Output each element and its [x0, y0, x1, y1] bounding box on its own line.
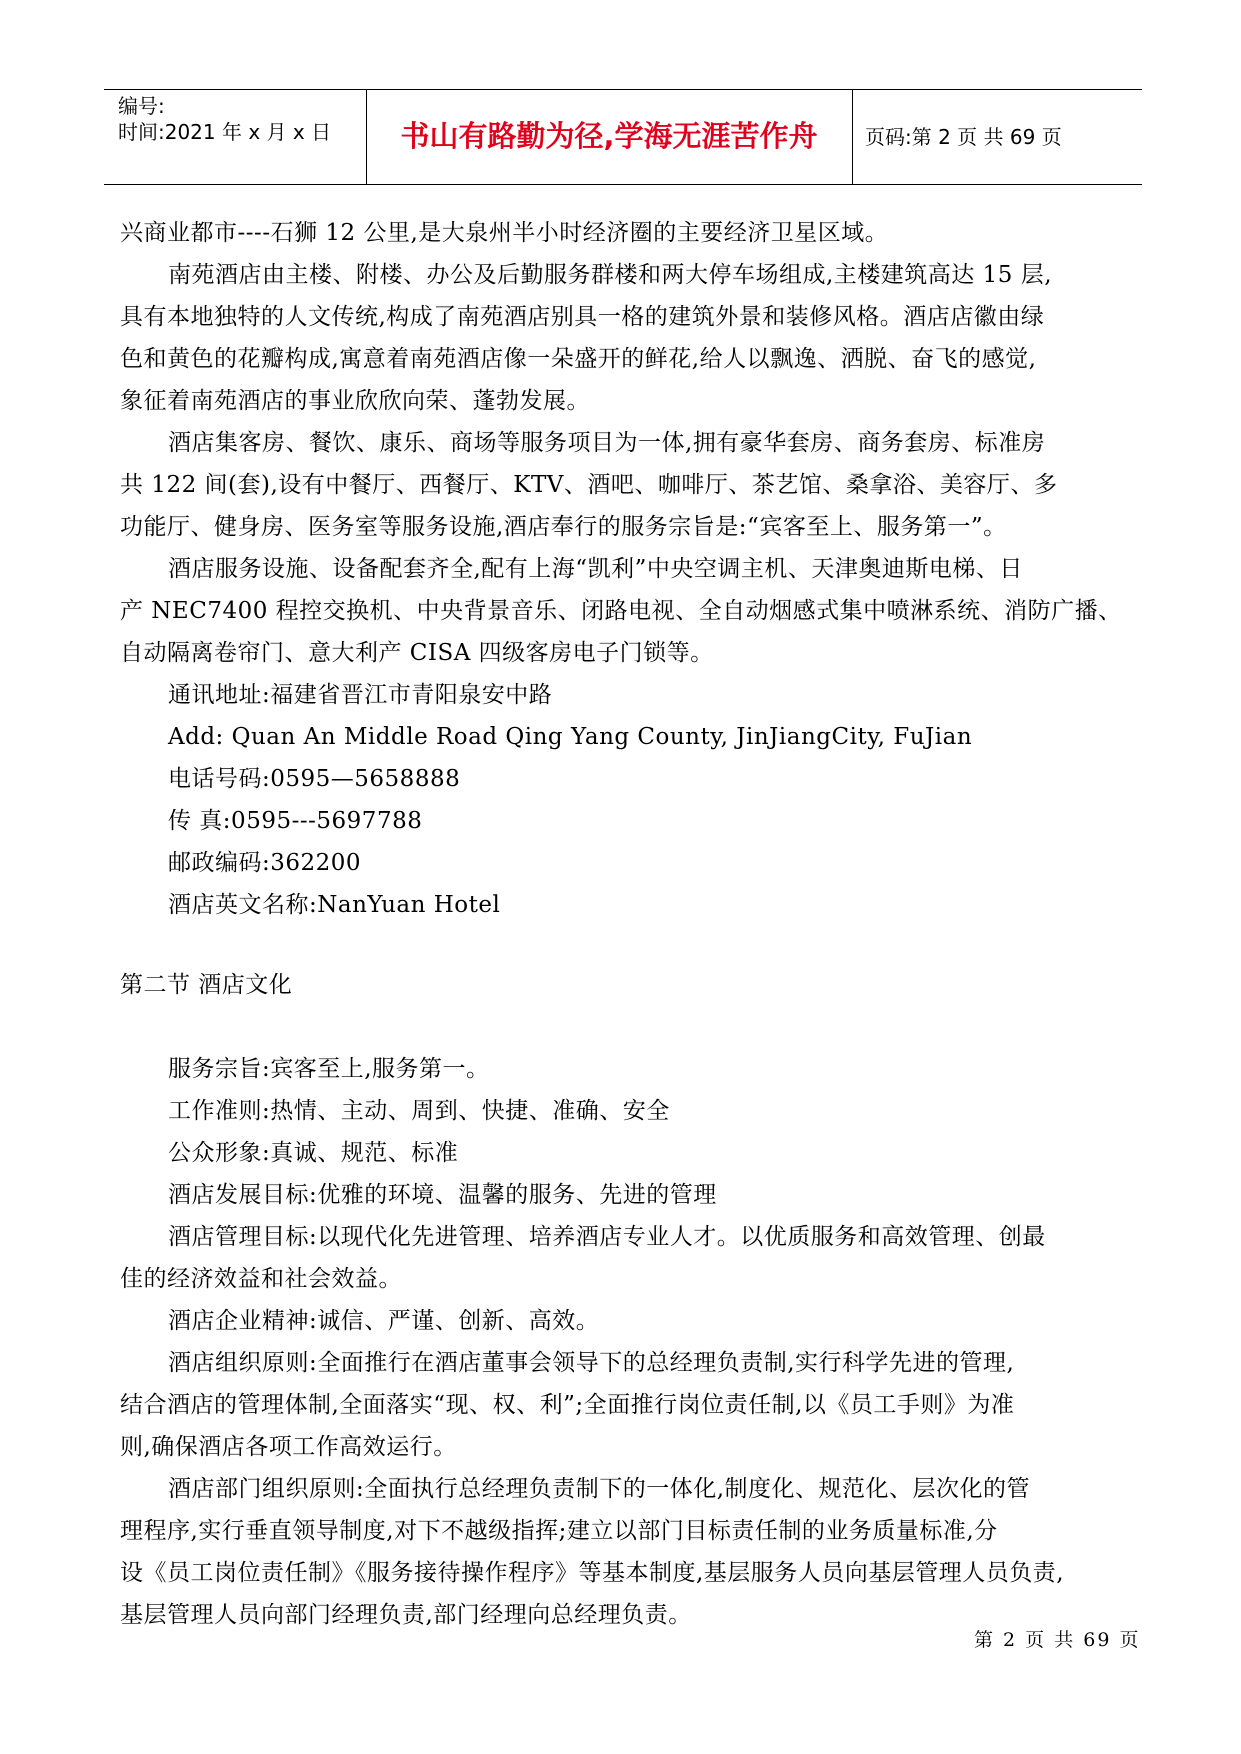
body-line: 结合酒店的管理体制,全面落实“现、权、利”;全面推行岗位责任制,以《员工手则》为准 [120, 1392, 1015, 1418]
header-page-number: 页码:第 2 页 共 69 页 [865, 125, 1062, 149]
header-left-cell [104, 90, 367, 184]
culture-item: 酒店部门组织原则:全面执行总经理负责制下的一体化,制度化、规范化、层次化的管 [168, 1476, 1031, 1502]
document-header [104, 89, 1142, 185]
culture-item: 酒店管理目标:以现代化先进管理、培养酒店专业人才。以优质服务和高效管理、创最 [168, 1224, 1046, 1250]
body-line: 理程序,实行垂直领导制度,对下不越级指挥;建立以部门目标责任制的业务质量标准,分 [120, 1518, 998, 1544]
hotel-english-name: 酒店英文名称:NanYuan Hotel [168, 892, 501, 918]
section-heading: 第二节 酒店文化 [120, 972, 293, 998]
culture-item: 酒店组织原则:全面推行在酒店董事会领导下的总经理负责制,实行科学先进的管理, [168, 1350, 1015, 1376]
body-line: 基层管理人员向部门经理负责,部门经理向总经理负责。 [120, 1602, 692, 1628]
body-line: 设《员工岗位责任制》《服务接待操作程序》等基本制度,基层服务人员向基层管理人员负责, [120, 1560, 1065, 1586]
footer-page-number: 第 2 页 共 69 页 [974, 1629, 1141, 1651]
contact-address: 通讯地址:福建省晋江市青阳泉安中路 [168, 682, 553, 708]
body-line: 自动隔离卷帘门、意大利产 CISA 四级客房电子门锁等。 [120, 640, 714, 666]
header-right-cell [853, 90, 1142, 184]
body-line: 色和黄色的花瓣构成,寓意着南苑酒店像一朵盛开的鲜花,给人以飘逸、洒脱、奋飞的感觉, [120, 346, 1037, 372]
body-line: 酒店服务设施、设备配套齐全,配有上海“凯利”中央空调主机、天津奥迪斯电梯、日 [168, 556, 1023, 582]
culture-item: 酒店企业精神:诚信、严谨、创新、高效。 [168, 1308, 600, 1334]
body-line: 共 122 间(套),设有中餐厅、西餐厅、KTV、酒吧、咖啡厅、茶艺馆、桑拿浴、美容厅、多 [120, 472, 1058, 498]
body-line: 产 NEC7400 程控交换机、中央背景音乐、闭路电视、全自动烟感式集中喷淋系统、消防广播、 [120, 598, 1122, 624]
culture-item: 服务宗旨:宾客至上,服务第一。 [168, 1056, 490, 1082]
culture-item: 公众形象:真诚、规范、标准 [168, 1140, 459, 1166]
body-line: 功能厅、健身房、医务室等服务设施,酒店奉行的服务宗旨是:“宾客至上、服务第一”。 [120, 514, 1007, 540]
body-line: 象征着南苑酒店的事业欣欣向荣、蓬勃发展。 [120, 388, 590, 414]
contact-postcode: 邮政编码:362200 [168, 850, 362, 876]
body-line: 则,确保酒店各项工作高效运行。 [120, 1434, 457, 1460]
header-motto: 书山有路勤为径,学海无涯苦作舟 [400, 119, 818, 153]
document-number-label: 编号: [118, 94, 165, 118]
contact-fax: 传 真:0595---5697788 [168, 808, 423, 834]
body-line: 南苑酒店由主楼、附楼、办公及后勤服务群楼和两大停车场组成,主楼建筑高达 15 层, [168, 262, 1053, 288]
body-line: 酒店集客房、餐饮、康乐、商场等服务项目为一体,拥有豪华套房、商务套房、标准房 [168, 430, 1046, 456]
body-line: 兴商业都市----石狮 12 公里,是大泉州半小时经济圈的主要经济卫星区域。 [120, 220, 889, 246]
contact-address-english: Add: Quan An Middle Road Qing Yang County, JinJiangCity, FuJian [168, 724, 973, 750]
body-line: 佳的经济效益和社会效益。 [120, 1266, 402, 1292]
culture-item: 酒店发展目标:优雅的环境、温馨的服务、先进的管理 [168, 1182, 717, 1208]
contact-phone: 电话号码:0595—5658888 [168, 766, 461, 792]
culture-item: 工作准则:热情、主动、周到、快捷、准确、安全 [168, 1098, 670, 1124]
body-line: 具有本地独特的人文传统,构成了南苑酒店别具一格的建筑外景和装修风格。酒店店徽由绿 [120, 304, 1045, 330]
header-middle-cell [366, 90, 853, 184]
document-time-label: 时间:2021 年 x 月 x 日 [118, 120, 332, 144]
